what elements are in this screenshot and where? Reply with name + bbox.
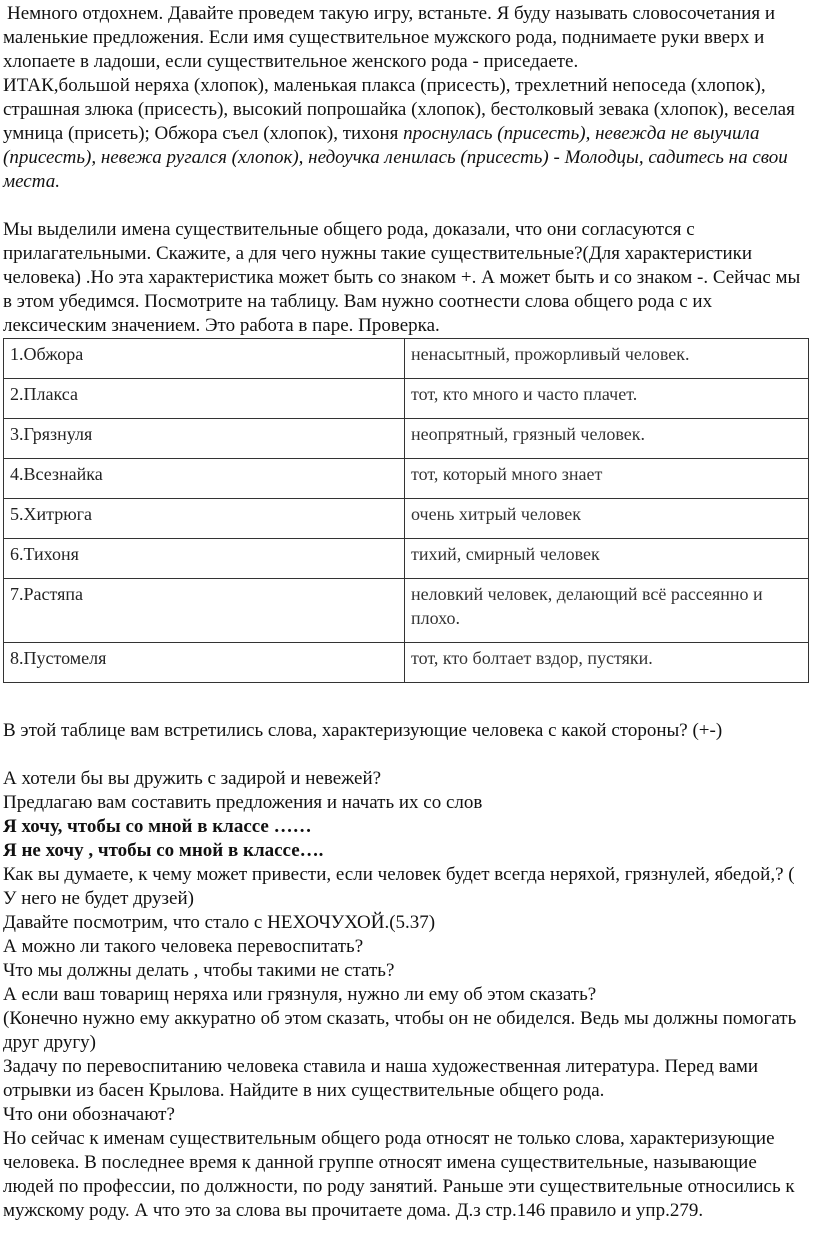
word-cell: 1.Обжора [4, 339, 405, 379]
meaning-cell: неопрятный, грязный человек. [405, 419, 809, 459]
word-cell: 5.Хитрюга [4, 499, 405, 539]
intro-paragraph [3, 2, 808, 74]
blank-line [3, 743, 808, 767]
itak-plain-text: ИТАК,большой неряха (хлопок), маленькая плакса (присесть), трехлетний непоседа (хлопок), страшная злюка (присесть), высокий попрошайка (хлопок), бестолковый зевака (хлопок), веселая умница (присеть); Обжора съел (хлопок), тихоня [3, 75, 795, 144]
sentence-start-not-want: Я не хочу , чтобы со мной в классе…. [3, 840, 324, 861]
task-paragraph: Мы выделили имена существительные общего рода, доказали, что они согласуются с прилагательными. Скажите, а для чего нужны такие существительные?(Для характеристики человека) .Но эта характеристика может быть со знаком +. А может быть и со знаком -. Сейчас мы в этом убедимся. Посмотрите на таблицу. Вам нужно соотнести слова общего рода с их лексическим значением. Это работа в паре. Проверка. [3, 219, 801, 336]
proposal-text: Предлагаю вам составить предложения и начать их со слов [3, 792, 483, 813]
meaning-cell: тот, кто болтает вздор, пустяки. [405, 643, 809, 683]
blank-space [3, 683, 808, 719]
meaning-cell: очень хитрый человек [405, 499, 809, 539]
meaning-cell: ненасытный, прожорливый человек. [405, 339, 809, 379]
word-cell: 7.Растяпа [4, 579, 405, 643]
table-row [4, 499, 809, 539]
table-row [4, 539, 809, 579]
word-cell: 8.Пустомеля [4, 643, 405, 683]
table-row [4, 339, 809, 379]
itak-italic-text: проснулась (присесть), невежда не выучила (присесть), невежа ругался (хлопок), недоучка ленилась (присесть) - Молодцы, садитесь на свои места. [3, 123, 788, 192]
homework-paragraph: Но сейчас к именам существительным общего рода относят не только слова, характеризующие человека. В последнее время к данной группе относят имена существительные, называющие людей по профессии, по должности, по роду занятий. Раньше эти существительные относились к мужскому роду. А что это за слова вы прочитаете дома. Д.з стр.146 правило и упр.279. [3, 1128, 795, 1221]
question-reeducate: А можно ли такого человека перевоспитать? [3, 936, 364, 957]
meaning-cell: тихий, смирный человек [405, 539, 809, 579]
meaning-cell: тот, кто много и часто плачет. [405, 379, 809, 419]
question-tell-friend: А если ваш товарищ неряха или грязнуля, нужно ли ему об этом сказать? [3, 984, 597, 1005]
table-row [4, 579, 809, 643]
sentence-start-want: Я хочу, чтобы со мной в классе …… [3, 816, 312, 837]
word-cell: 2.Плакса [4, 379, 405, 419]
intro-text: Немного отдохнем. Давайте проведем такую игру, встаньте. Я буду называть словосочетания и маленькие предложения. Если имя существительное мужского рода, поднимаете руки вверх и хлопаете в ладоши, если существительное женского рода - приседаете. [3, 3, 776, 72]
question-meaning: Что они обозначают? [3, 1104, 175, 1125]
table-row [4, 419, 809, 459]
question-friends: А хотели бы вы дружить с задирой и невежей? [3, 768, 382, 789]
word-cell: 3.Грязнуля [4, 419, 405, 459]
itak-paragraph [3, 74, 808, 194]
table-row [4, 459, 809, 499]
blank-line [3, 194, 808, 218]
krylov-fables-text: Задачу по перевоспитанию человека ставила и наша художественная литература. Перед вами отрывки из басен Крылова. Найдите в них существительные общего рода. [3, 1056, 759, 1101]
word-cell: 6.Тихоня [4, 539, 405, 579]
question-sides: В этой таблице вам встретились слова, характеризующие человека с какой стороны? (+-) [3, 720, 723, 741]
answer-help-each-other: (Конечно нужно ему аккуратно об этом сказать, чтобы он не обиделся. Ведь мы должны помогать друг другу) [3, 1008, 797, 1053]
table-row [4, 643, 809, 683]
word-cell: 4.Всезнайка [4, 459, 405, 499]
video-reference: Давайте посмотрим, что стало с НЕХОЧУХОЙ.(5.37) [3, 912, 436, 933]
meaning-cell: неловкий человек, делающий всё рассеянно и плохо. [405, 579, 809, 643]
question-consequences: Как вы думаете, к чему может привести, если человек будет всегда неряхой, грязнулей, ябедой,? ( У него не будет друзей) [3, 864, 795, 909]
table-row [4, 379, 809, 419]
meaning-cell: тот, который много знает [405, 459, 809, 499]
question-what-to-do: Что мы должны делать , чтобы такими не стать? [3, 960, 395, 981]
word-meaning-table [3, 338, 809, 683]
